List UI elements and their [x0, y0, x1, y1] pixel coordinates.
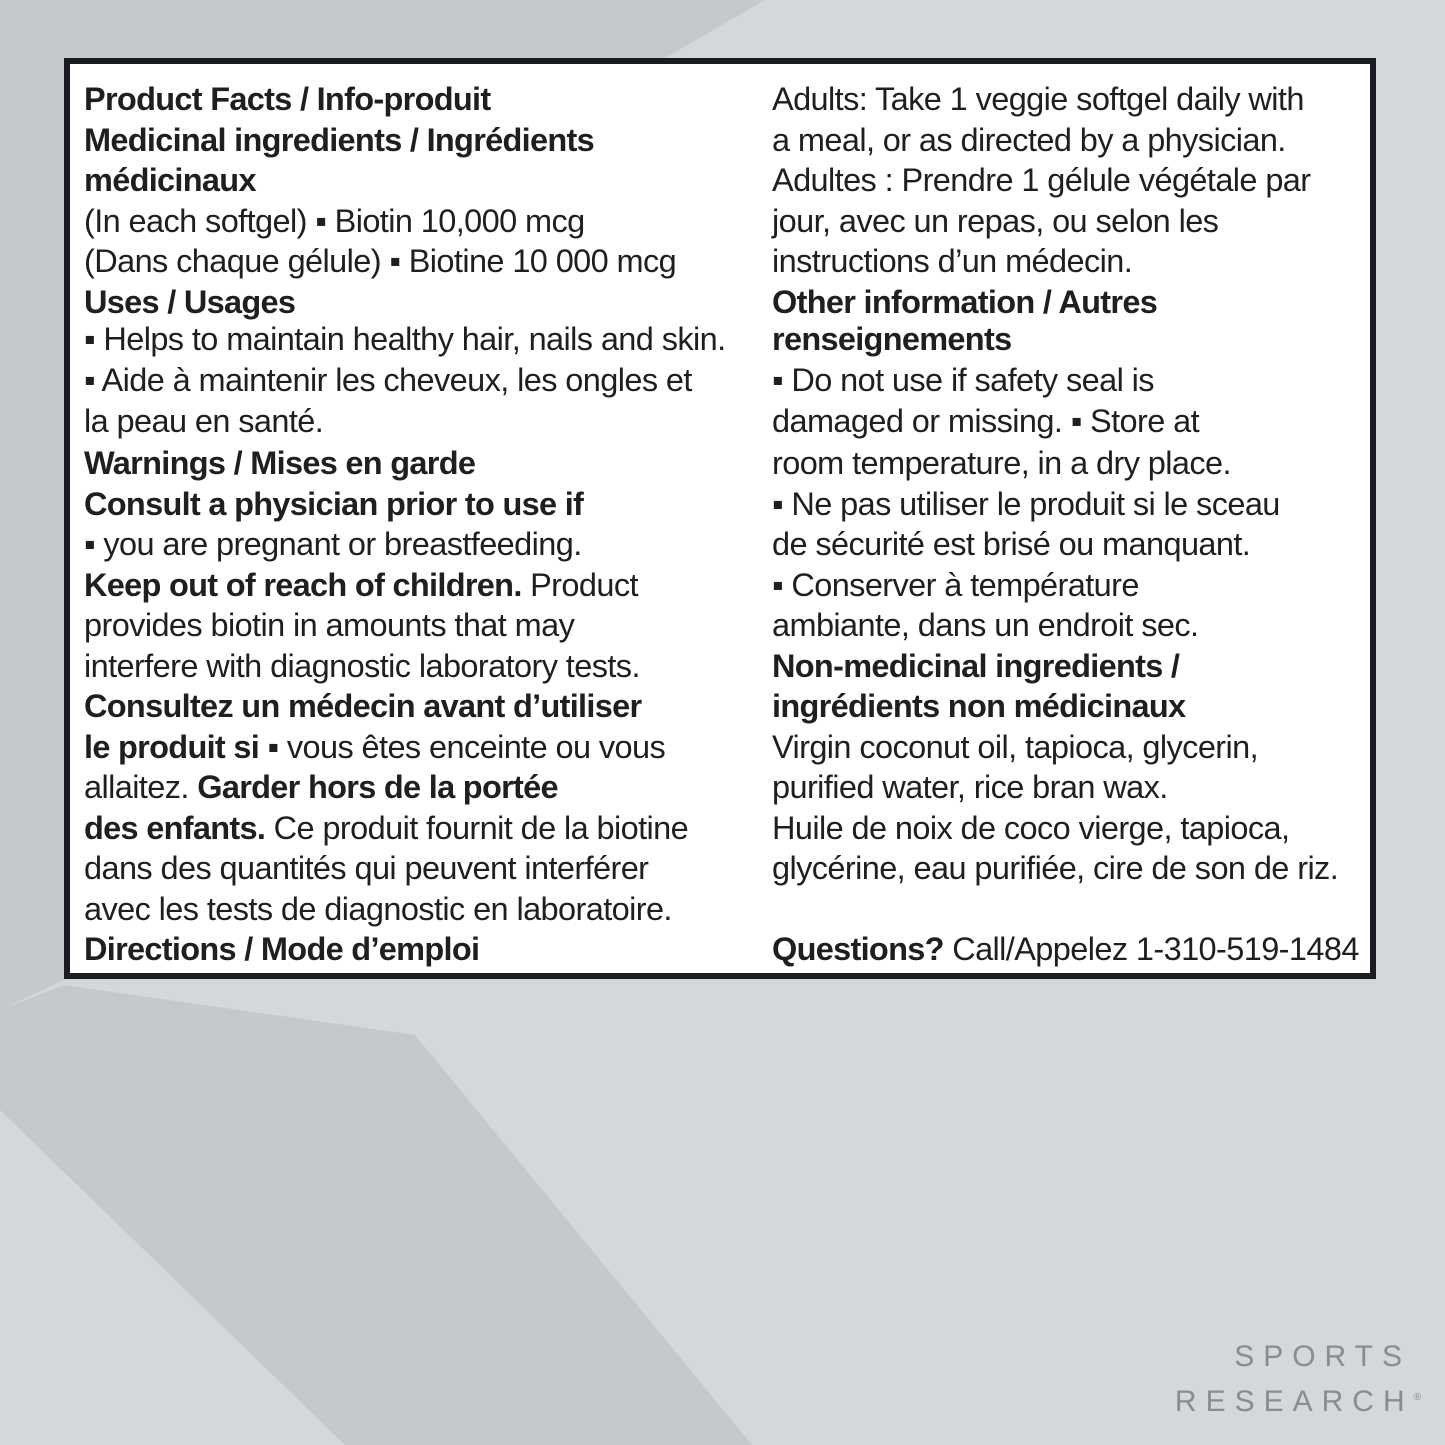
- body-text: purified water, rice bran wax.: [772, 769, 1168, 805]
- body-text: (In each softgel) ▪ Biotin 10,000 mcg: [84, 202, 585, 239]
- bold-text: des enfants.: [84, 809, 266, 846]
- text-line: [772, 686, 1185, 726]
- text-line: [84, 360, 692, 400]
- text-line: [772, 160, 1311, 200]
- body-text: provides biotin in amounts that may: [84, 607, 575, 643]
- body-text: a meal, or as directed by a physician.: [772, 121, 1286, 158]
- bold-text: Questions?: [772, 931, 944, 967]
- body-text: instructions d’un médecin.: [772, 243, 1133, 279]
- text-line: [84, 929, 479, 969]
- registered-mark: ®: [1413, 1392, 1421, 1403]
- text-line: [84, 79, 491, 119]
- text-line: [84, 524, 582, 564]
- text-line: [84, 201, 585, 241]
- text-line: [84, 727, 665, 767]
- bold-text: ingrédients non médicinaux: [772, 688, 1186, 724]
- body-text: ▪ Do not use if safety seal is: [772, 362, 1154, 398]
- body-text: allaitez.: [84, 769, 198, 805]
- text-line: [772, 524, 1250, 564]
- body-text: ▪ vous êtes enceinte ou vous: [259, 728, 666, 765]
- text-line: [772, 120, 1286, 160]
- text-line: [84, 484, 583, 524]
- sports-research-logo-line-2: [1175, 1385, 1421, 1419]
- text-line: [772, 79, 1304, 119]
- body-text: ▪ Aide à maintenir les cheveux, les ongles et: [84, 362, 692, 398]
- bold-text: Other information / Autres: [772, 283, 1158, 320]
- body-text: dans des quantités qui peuvent interférer: [84, 850, 649, 886]
- body-text: Huile de noix de coco vierge, tapioca,: [772, 809, 1290, 846]
- text-line: [772, 929, 1359, 969]
- text-line: [84, 282, 295, 322]
- text-line: [84, 443, 475, 483]
- body-text: ▪ Helps to maintain healthy hair, nails and skin.: [84, 321, 726, 357]
- text-line: [84, 889, 672, 929]
- body-text: glycérine, eau purifiée, cire de son de riz.: [772, 850, 1339, 886]
- text-line: [84, 401, 323, 441]
- text-line: [84, 605, 574, 645]
- sports-research-logo: [1234, 1340, 1411, 1374]
- text-line: [772, 241, 1132, 281]
- logo-line-1: SPORTS: [1234, 1340, 1411, 1373]
- bold-text: Directions / Mode d’emploi: [84, 931, 480, 967]
- text-line: [84, 120, 594, 160]
- body-text: Ce produit fournit de la biotine: [265, 809, 689, 846]
- text-line: [772, 565, 1139, 605]
- text-line: [772, 484, 1280, 524]
- body-text: la peau en santé.: [84, 402, 324, 439]
- bold-text: Keep out of reach of children.: [84, 566, 522, 603]
- bold-text: le produit si: [84, 728, 260, 765]
- body-text: de sécurité est brisé ou manquant.: [772, 526, 1251, 562]
- body-text: ▪ Ne pas utiliser le produit si le sceau: [772, 485, 1280, 522]
- bold-text: Non-medicinal ingredients /: [772, 647, 1180, 684]
- text-line: [84, 241, 676, 281]
- text-line: [772, 767, 1168, 807]
- text-line: [84, 646, 640, 686]
- text-line: [84, 808, 688, 848]
- body-text: Adultes : Prendre 1 gélule végétale par: [772, 162, 1311, 198]
- text-line: [84, 686, 641, 726]
- body-text: avec les tests de diagnostic en laboratoire.: [84, 890, 672, 927]
- text-line: [84, 767, 558, 807]
- text-line: [84, 848, 648, 888]
- body-text: Product: [521, 566, 638, 603]
- text-line: [772, 646, 1179, 686]
- product-facts-panel: [64, 58, 1376, 979]
- body-text: Virgin coconut oil, tapioca, glycerin,: [772, 728, 1259, 765]
- body-text: (Dans chaque gélule) ▪ Biotine 10 000 mcg: [84, 243, 677, 279]
- text-line: [84, 565, 638, 605]
- body-text: ambiante, dans un endroit sec.: [772, 607, 1199, 643]
- text-line: [772, 401, 1199, 441]
- text-line: [772, 282, 1157, 322]
- bold-text: Medicinal ingredients / Ingrédients: [84, 121, 595, 158]
- body-text: interfere with diagnostic laboratory tests.: [84, 647, 640, 684]
- text-line: [84, 319, 726, 359]
- bold-text: Uses / Usages: [84, 283, 296, 320]
- bold-text: Consultez un médecin avant d’utiliser: [84, 688, 642, 724]
- body-text: ▪ you are pregnant or breastfeeding.: [84, 526, 582, 562]
- body-text: room temperature, in a dry place.: [772, 445, 1231, 481]
- text-line: [772, 360, 1154, 400]
- bold-text: Product Facts / Info-produit: [84, 81, 491, 117]
- logo-line-2: RESEARCH: [1174, 1385, 1414, 1418]
- body-text: damaged or missing. ▪ Store at: [772, 402, 1200, 439]
- text-line: [772, 201, 1218, 241]
- text-line: [772, 727, 1258, 767]
- text-line: [772, 443, 1231, 483]
- text-line: [84, 160, 256, 200]
- text-line: [772, 319, 1011, 359]
- bold-text: médicinaux: [84, 162, 256, 198]
- bold-text: Garder hors de la portée: [197, 769, 558, 805]
- bold-text: renseignements: [772, 321, 1012, 357]
- body-text: ▪ Conserver à température: [772, 566, 1139, 603]
- text-line: [772, 848, 1338, 888]
- bold-text: Consult a physician prior to use if: [84, 485, 584, 522]
- text-line: [772, 808, 1289, 848]
- body-text: Call/Appelez 1-310-519-1484: [943, 931, 1359, 967]
- body-text: jour, avec un repas, ou selon les: [772, 202, 1219, 239]
- body-text: Adults: Take 1 veggie softgel daily with: [772, 81, 1304, 117]
- text-line: [772, 605, 1198, 645]
- bold-text: Warnings / Mises en garde: [84, 445, 476, 481]
